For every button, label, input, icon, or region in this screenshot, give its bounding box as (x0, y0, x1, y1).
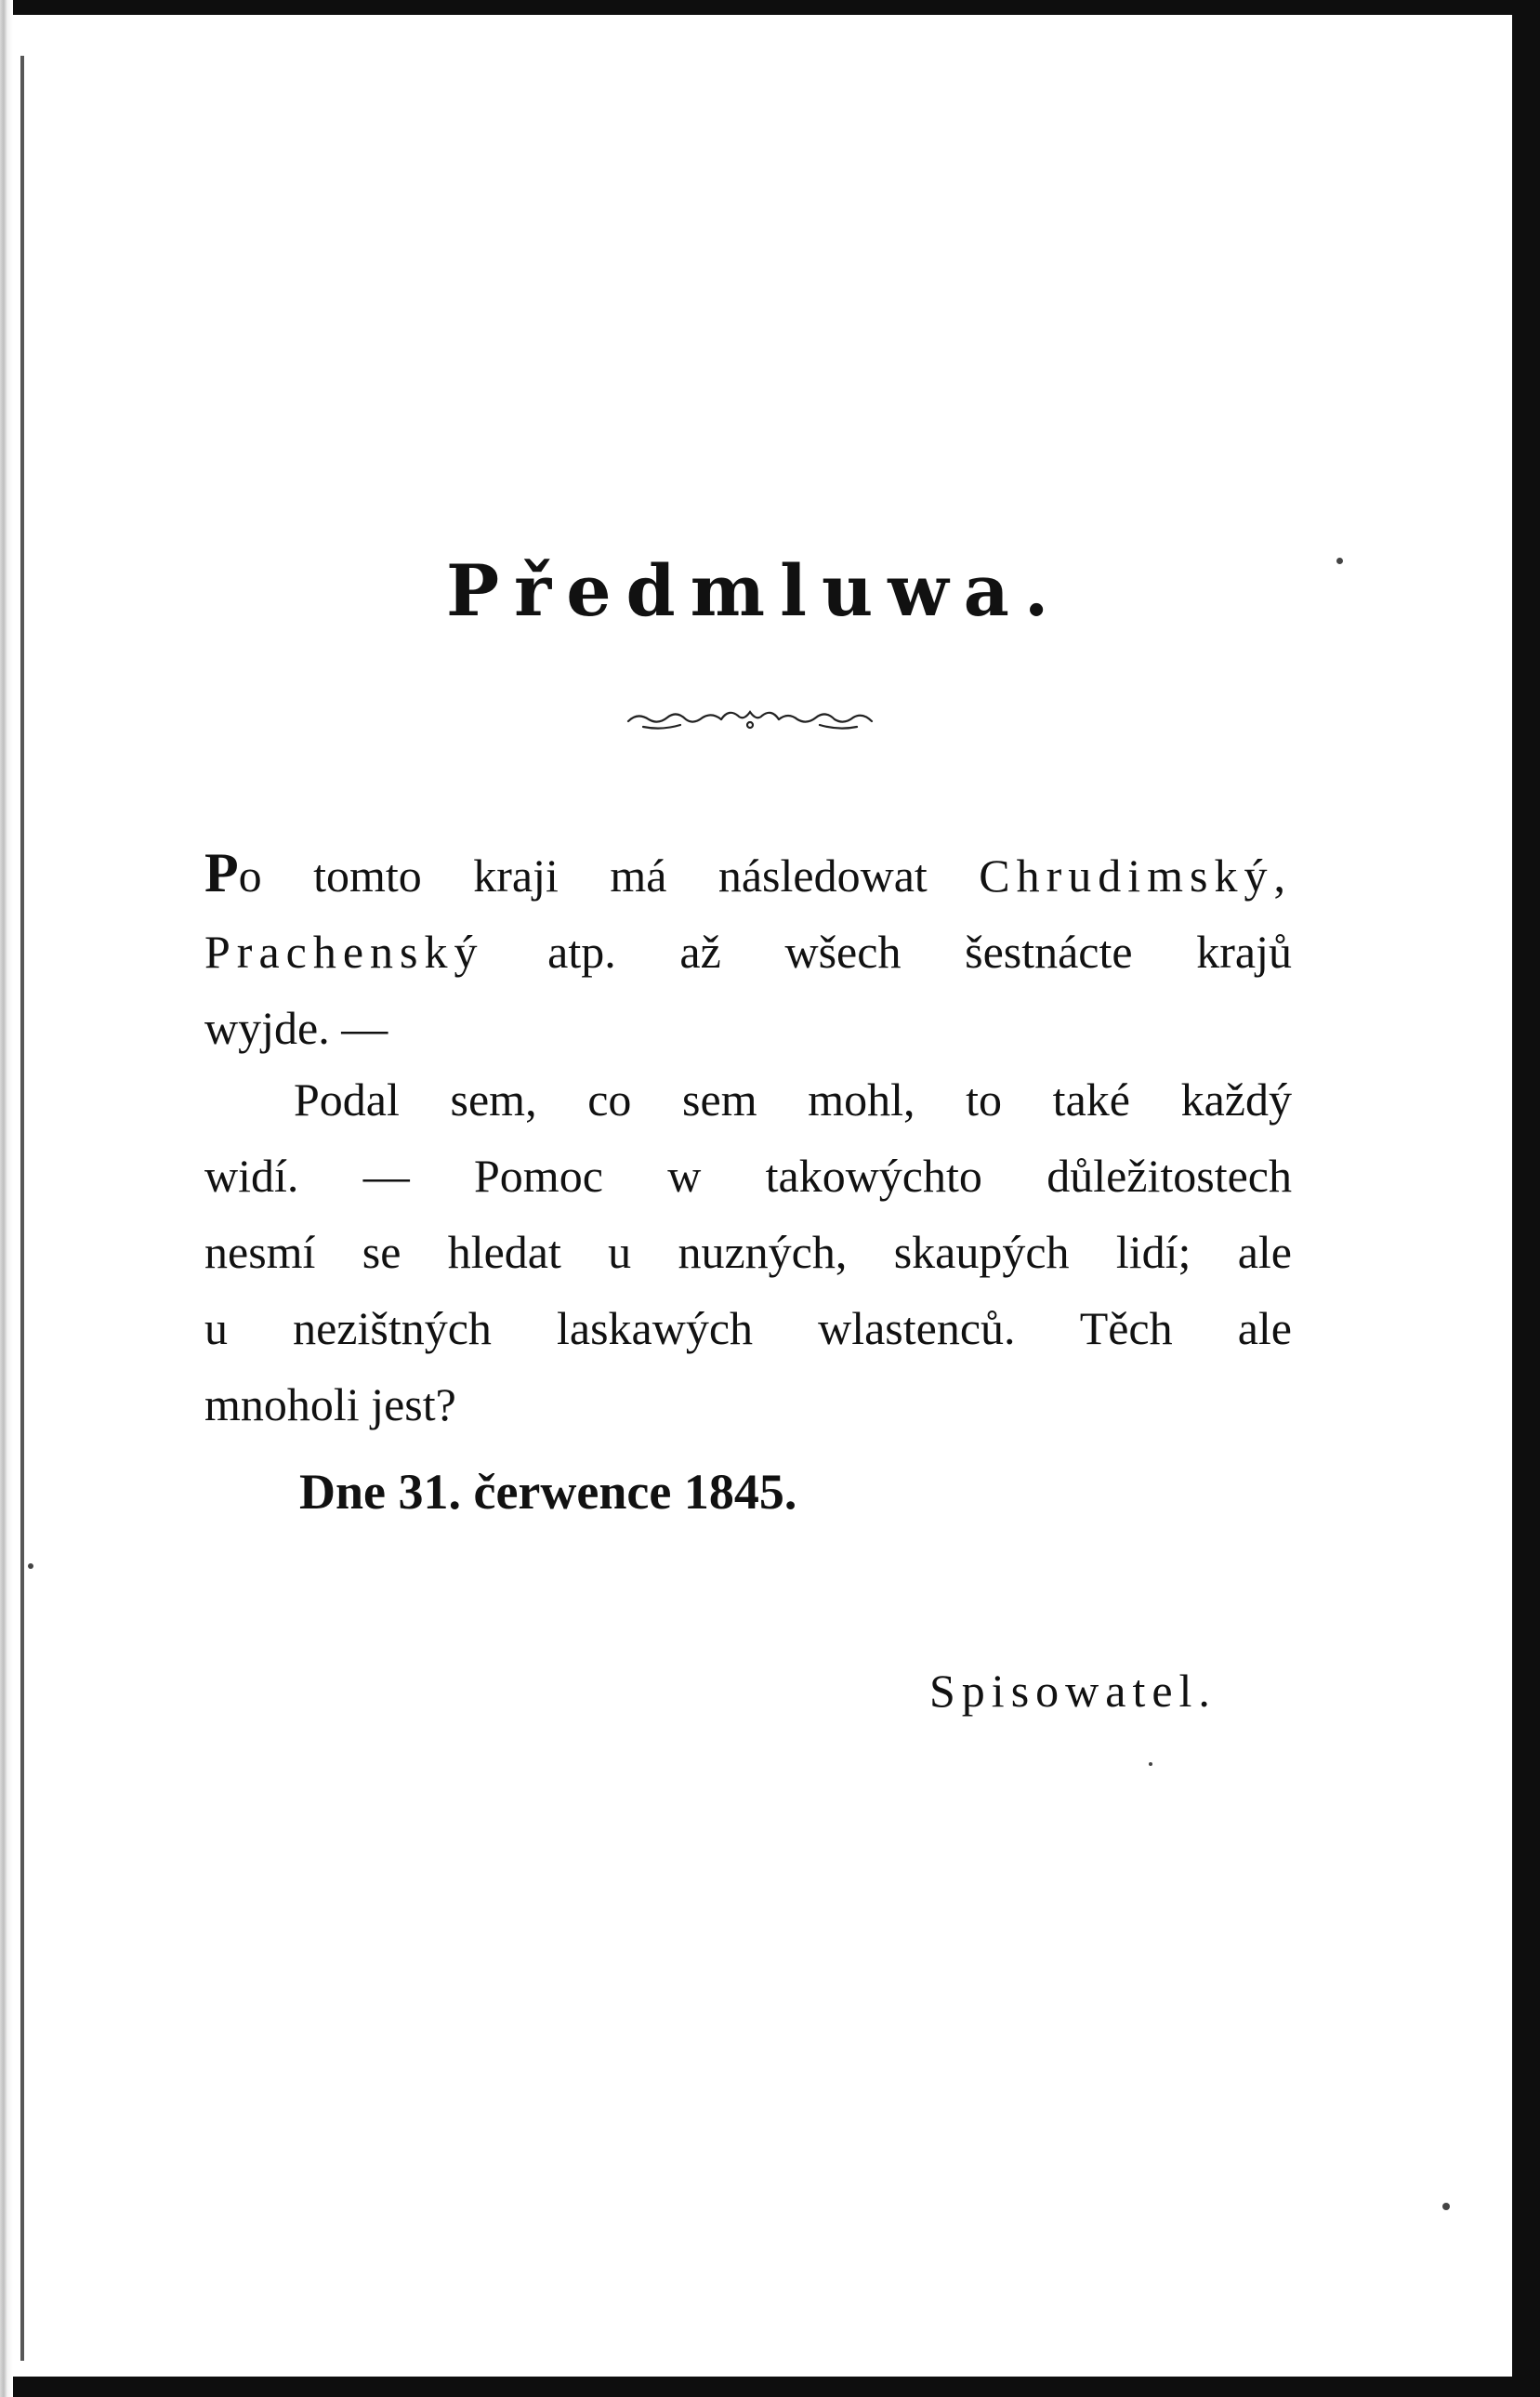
text-line: wyjde. — (204, 1002, 388, 1054)
text-line (204, 835, 1292, 914)
text-line: Podal sem, co sem mohl, to také každý (294, 1073, 1292, 1126)
text-line: nesmí se hledat u nuzných, skaupých lidí; ale (204, 1226, 1292, 1278)
scan-right-border (1512, 0, 1540, 2397)
speck (1442, 2203, 1450, 2210)
initial-letter: P (204, 842, 239, 903)
paragraph-intro (204, 835, 1292, 1066)
paragraph-body (204, 1061, 1292, 1442)
scan-bottom-border (0, 2377, 1540, 2397)
emphasized-name: Prachenský (204, 926, 484, 978)
emphasized-name: Chrudimský, (979, 849, 1292, 902)
speck (1336, 558, 1343, 564)
page-left-edge (0, 0, 13, 2397)
text-line: u nezištných laskawých wlastenců. Těch ale (204, 1302, 1292, 1354)
text-line: widí. — Pomoc w takowýchto důležitostech (204, 1150, 1292, 1202)
page-title: Předmluwa. (446, 549, 1064, 632)
binding-line (20, 56, 24, 2361)
text-line: mnoholi jest? (204, 1378, 456, 1430)
text-span: atp. až wšech šestnácte krajů (483, 926, 1292, 978)
ornament-flourish (625, 703, 875, 736)
text-line (204, 914, 1292, 990)
speck (28, 1563, 33, 1569)
signature: Spisowatel. (929, 1665, 1217, 1717)
text-span: o tomto kraji má následowat (238, 849, 980, 902)
date-line: Dne 31. čerwence 1845. (299, 1464, 797, 1520)
speck (1149, 1762, 1152, 1766)
scan-top-border (0, 0, 1540, 15)
